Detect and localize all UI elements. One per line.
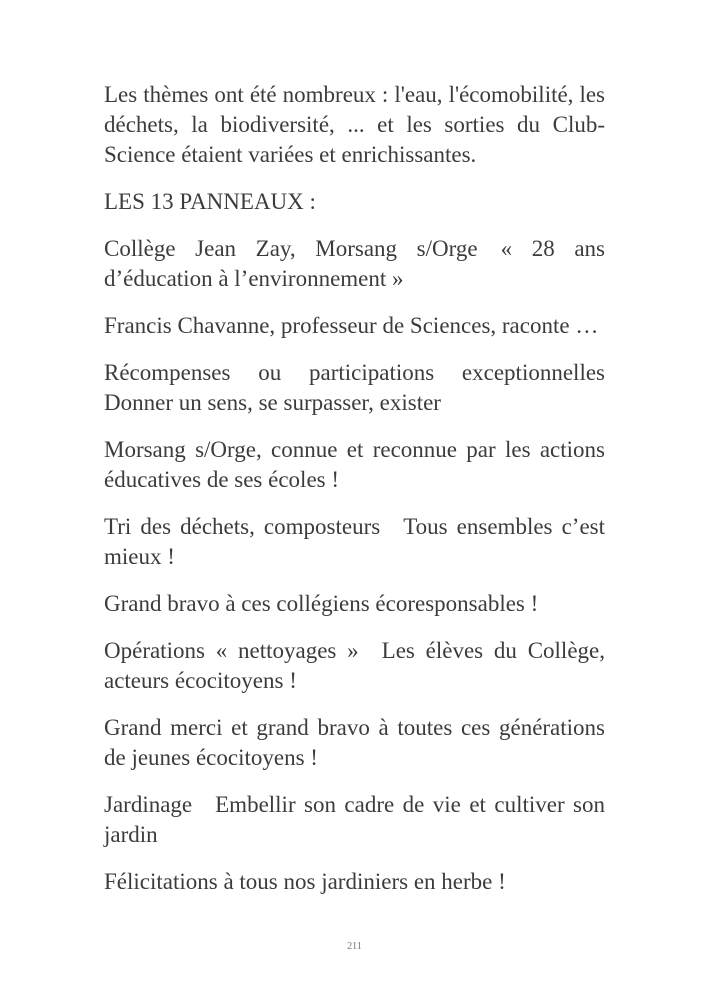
paragraph-tri-des-dechets: Tri des déchets, composteurs Tous ensembles c’est mieux ! xyxy=(104,514,605,569)
paragraph-college-jean-zay: Collège Jean Zay, Morsang s/Orge « 28 ans d’éducation à l’environnement » xyxy=(104,236,605,291)
paragraph-recompenses: Récompenses ou participations exceptionnelles Donner un sens, se surpasser, exister xyxy=(104,360,605,415)
paragraph-operations-nettoyages: Opérations « nettoyages » Les élèves du Collège, acteurs écocitoyens ! xyxy=(104,638,605,693)
paragraph-francis-chavanne: Francis Chavanne, professeur de Sciences, raconte … xyxy=(104,313,599,338)
paragraph-grand-merci: Grand merci et grand bravo à toutes ces générations de jeunes écocitoyens ! xyxy=(104,715,605,770)
heading-les-13-panneaux: LES 13 PANNEAUX : xyxy=(104,189,316,214)
paragraph-themes-intro: Les thèmes ont été nombreux : l'eau, l'écomobilité, les déchets, la biodiversité, ... et les sorties du Club-Science étaient variées et enrichissantes. xyxy=(104,82,605,167)
page-number: 211 xyxy=(347,941,362,952)
paragraph-jardinage: Jardinage Embellir son cadre de vie et cultiver son jardin xyxy=(104,792,605,847)
text-content xyxy=(104,80,605,914)
paragraph-grand-bravo: Grand bravo à ces collégiens écoresponsables ! xyxy=(104,591,539,616)
paragraph-morsang-connue: Morsang s/Orge, connue et reconnue par les actions éducatives de ses écoles ! xyxy=(104,437,605,492)
paragraph-felicitations: Félicitations à tous nos jardiniers en herbe ! xyxy=(104,869,506,894)
